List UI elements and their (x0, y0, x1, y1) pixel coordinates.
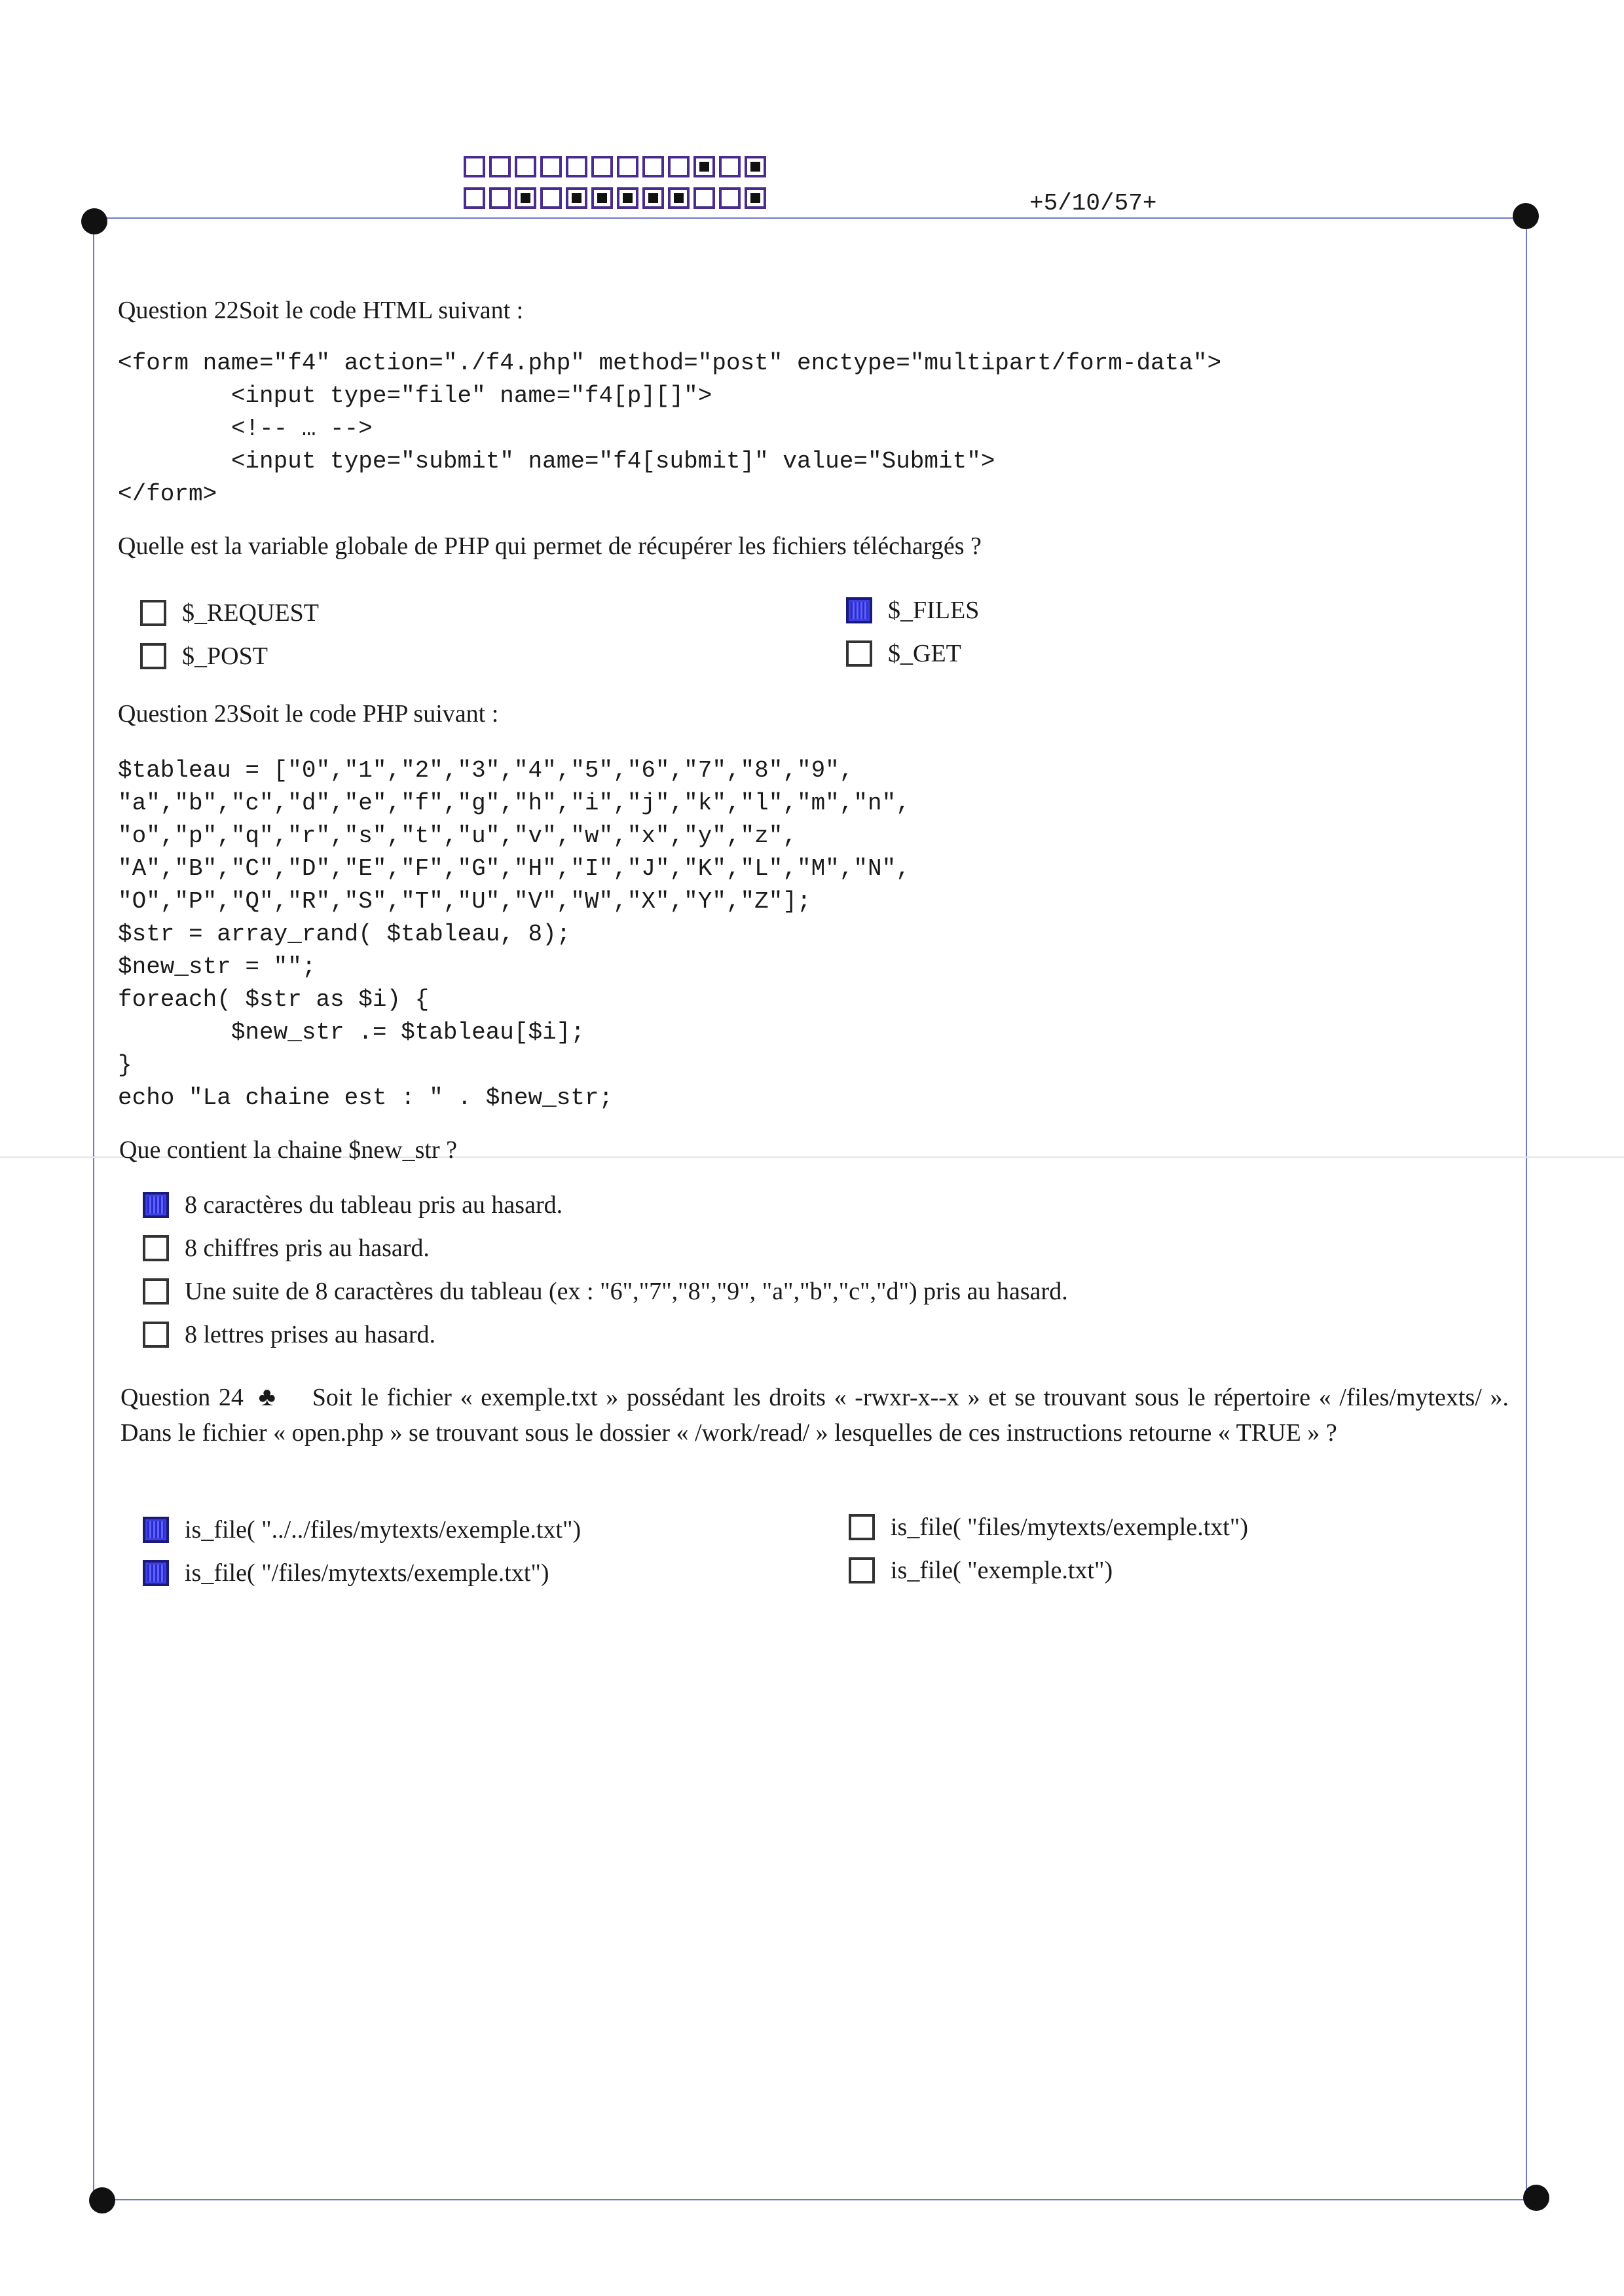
page-id: +5/10/57+ (1029, 190, 1157, 217)
checkbox[interactable] (849, 1557, 875, 1583)
q24-option-2[interactable] (143, 1559, 549, 1587)
checkbox[interactable] (846, 640, 872, 667)
option-label: Une suite de 8 caractères du tableau (ex : "6","7","8","9", "a","b","c","d") pris au hasard. (185, 1278, 1068, 1305)
q24-intro: Soit le fichier « exemple.txt » possédant les droits « -rwxr-x--x » et se trouvant sous le répertoire « /files/mytexts/ ». Dans le fichier « open.php » se trouvant sous le dossier « /work/read/ » lesquelles de ces instructions retourne « TRUE » ? (120, 1384, 1509, 1447)
barcode-cell (617, 156, 638, 177)
barcode-cell (464, 187, 485, 209)
barcode-cell (617, 187, 638, 209)
barcode-cell (719, 187, 741, 209)
checkbox[interactable] (143, 1235, 169, 1261)
option-label: is_file( "files/mytexts/exemple.txt") (891, 1513, 1249, 1541)
q22-option-files[interactable] (846, 596, 979, 625)
barcode-cell (642, 187, 664, 209)
checkbox[interactable] (140, 643, 166, 669)
frame-bottom (98, 2199, 1534, 2200)
checkbox[interactable] (846, 597, 872, 623)
q24-option-4[interactable] (849, 1556, 1113, 1585)
checkbox[interactable] (143, 1322, 169, 1348)
barcode-cell (591, 156, 613, 177)
q23-label: Question 23 (118, 700, 239, 728)
barcode-cell (668, 187, 690, 209)
q22-option-get[interactable] (846, 639, 961, 668)
barcode-cell (464, 156, 485, 177)
q24-text (120, 1379, 1509, 1451)
frame-right (1526, 217, 1527, 2202)
option-label: 8 chiffres pris au hasard. (185, 1234, 430, 1262)
barcode-cell (745, 187, 766, 209)
q23-question: Que contient la chaine $new_str ? (119, 1136, 457, 1164)
option-label: 8 caractères du tableau pris au hasard. (185, 1191, 563, 1219)
q23-option-4[interactable] (143, 1320, 435, 1349)
frame-top (92, 217, 1527, 219)
multiple-answers-club-icon: ♣ (258, 1382, 278, 1411)
frame-left (93, 217, 94, 2202)
q22-question: Quelle est la variable globale de PHP qui permet de récupérer les fichiers téléchargés ? (118, 532, 982, 560)
option-label: is_file( "exemple.txt") (891, 1557, 1113, 1584)
corner-marker-top-right (1513, 203, 1539, 229)
corner-marker-bottom-right (1523, 2185, 1549, 2211)
barcode-cell (540, 187, 562, 209)
barcode-cell (566, 156, 587, 177)
checkbox[interactable] (143, 1560, 169, 1586)
barcode-cell (515, 187, 536, 209)
option-label: $_POST (182, 642, 268, 670)
q24-option-1[interactable] (143, 1515, 581, 1544)
q22-option-request[interactable] (140, 599, 319, 627)
q22-option-post[interactable] (140, 642, 268, 671)
checkbox[interactable] (140, 600, 166, 626)
corner-marker-bottom-left (89, 2187, 115, 2213)
q23-intro: Soit le code PHP suivant : (238, 700, 499, 728)
barcode-cell (745, 156, 766, 177)
q22-heading (118, 296, 523, 325)
barcode-cell (668, 156, 690, 177)
barcode-row-1 (464, 156, 770, 177)
q22-code: <form name="f4" action="./f4.php" method="post" enctype="multipart/form-data"> <input type="file" name="f4[p][]"> <!-- … --> <input type="submit" name="f4[submit]" value="Submit"> </form> (118, 350, 1222, 508)
q22-label: Question 22 (118, 297, 239, 324)
checkbox[interactable] (143, 1517, 169, 1543)
corner-marker-top-left (81, 208, 107, 234)
checkbox[interactable] (143, 1192, 169, 1218)
q23-heading (118, 699, 498, 728)
barcode-cell (642, 156, 664, 177)
q24-label: Question 24 (120, 1384, 244, 1411)
checkbox[interactable] (143, 1278, 169, 1305)
barcode-row-2 (464, 187, 770, 209)
q24-option-3[interactable] (849, 1513, 1248, 1542)
barcode-cell (591, 187, 613, 209)
barcode-cell (693, 187, 715, 209)
option-label: $_GET (888, 640, 961, 667)
barcode-cell (515, 156, 536, 177)
option-label: is_file( "/files/mytexts/exemple.txt") (185, 1559, 549, 1587)
option-label: $_REQUEST (182, 599, 319, 627)
barcode-cell (489, 187, 511, 209)
checkbox[interactable] (849, 1514, 875, 1540)
barcode-cell (693, 156, 715, 177)
barcode-cell (566, 187, 587, 209)
q23-option-2[interactable] (143, 1234, 430, 1263)
q23-option-1[interactable] (143, 1191, 563, 1219)
option-label: 8 lettres prises au hasard. (185, 1321, 436, 1348)
option-label: $_FILES (888, 597, 980, 624)
option-label: is_file( "../../files/mytexts/exemple.txt") (185, 1516, 581, 1544)
q23-code: $tableau = ["0","1","2","3","4","5","6","7","8","9", "a","b","c","d","e","f","g","h","i","j","k","l","m","n", "o","p","q","r","s","t","u","v","w","x","y","z", "A","B","C","D","E","F","G","H","I","J","K","L","M","N", "O","P","Q","R","S","T","U","V","W","X","Y","Z"]; $str = array_rand( $tableau, 8); $new_str = ""; foreach( $str as $i) { $new_str .= $tableau[$i]; } echo "La chaine est : " . $new_str; (118, 757, 910, 1111)
barcode-cell (489, 156, 511, 177)
q23-option-3[interactable] (143, 1277, 1068, 1306)
q22-intro: Soit le code HTML suivant : (238, 297, 524, 324)
barcode-cell (719, 156, 741, 177)
barcode-cell (540, 156, 562, 177)
